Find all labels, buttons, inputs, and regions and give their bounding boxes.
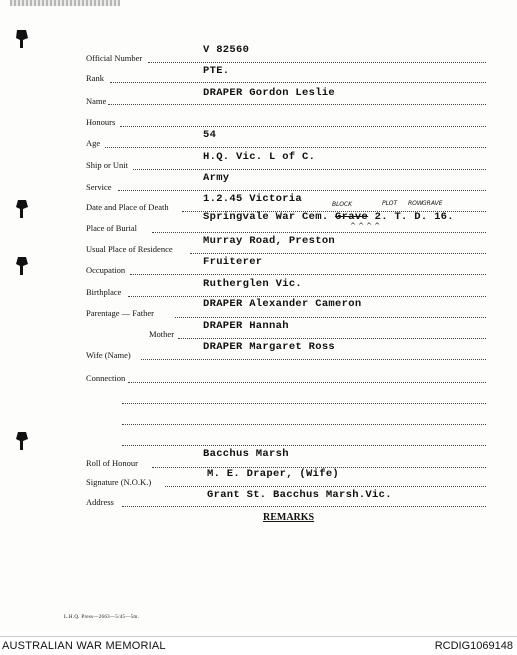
connection-line-4: [122, 445, 486, 446]
wife-value: DRAPER Margaret Ross: [203, 341, 336, 353]
official-number-value: V 82560: [203, 44, 250, 56]
unit-label: Ship or Unit: [86, 160, 129, 170]
binder-hole-icon: [14, 255, 30, 277]
handwritten-block: BLOCK: [332, 201, 353, 208]
burial-line: [152, 232, 486, 233]
age-line: [105, 147, 486, 148]
wife-label: Wife (Name): [86, 350, 131, 360]
connection-line-3: [122, 424, 486, 425]
connection-line-1: [128, 382, 486, 383]
mother-label: Mother: [149, 329, 175, 339]
name-value: DRAPER Gordon Leslie: [203, 87, 336, 99]
archive-footer: [0, 636, 517, 655]
official-number-label: Official Number: [86, 53, 143, 63]
rank-label: Rank: [86, 73, 104, 83]
burial-value: Springvale War Cem. Grave 2. T. D. 16.: [203, 211, 454, 223]
death-label: Date and Place of Death: [86, 202, 169, 212]
birthplace-label: Birthplace: [86, 287, 122, 297]
caret-marks: ^ ^ ^ ^: [350, 222, 381, 230]
roll-of-honour-label: Roll of Honour: [86, 458, 138, 468]
mother-line: [178, 338, 486, 339]
birthplace-value: Rutherglen Vic.: [203, 278, 303, 290]
father-label: Parentage — Father: [86, 308, 154, 318]
printer-imprint: L.H.Q. Press—2663—5/45—5m.: [64, 615, 140, 620]
connection-label: Connection: [86, 373, 126, 383]
signature-line: [165, 486, 486, 487]
residence-label: Usual Place of Residence: [86, 244, 173, 254]
occupation-label: Occupation: [86, 265, 126, 275]
address-label: Address: [86, 497, 114, 507]
address-value: Grant St. Bacchus Marsh.Vic.: [207, 489, 392, 501]
unit-line: [133, 169, 486, 170]
handwritten-plot: PLOT: [382, 200, 398, 207]
age-label: Age: [86, 138, 101, 148]
binder-hole-icon: [14, 198, 30, 220]
mother-value: DRAPER Hannah: [203, 320, 289, 332]
wife-line: [141, 359, 486, 360]
handwritten-row: ROW: [408, 200, 423, 207]
father-value: DRAPER Alexander Cameron: [203, 298, 362, 310]
father-line: [175, 317, 486, 318]
service-line: [118, 190, 486, 191]
address-line: [122, 506, 486, 507]
struck-word: Grave: [335, 211, 369, 223]
remarks-heading: REMARKS: [263, 512, 315, 523]
scan-edge-artifact: [10, 0, 120, 6]
rank-value: PTE.: [203, 65, 230, 77]
service-value: Army: [203, 172, 230, 184]
roll-of-honour-value: Bacchus Marsh: [203, 448, 289, 460]
handwritten-grave: GRAVE: [422, 200, 443, 207]
death-value: 1.2.45 Victoria: [203, 193, 303, 205]
birthplace-line: [128, 296, 486, 297]
official-number-line: [148, 62, 486, 63]
occupation-line: [130, 274, 486, 275]
residence-line: [190, 253, 486, 254]
age-value: 54: [203, 129, 217, 141]
honours-line: [120, 126, 486, 127]
burial-label: Place of Burial: [86, 223, 137, 233]
archive-id: RCDIG1069148: [434, 640, 513, 652]
honours-label: Honours: [86, 117, 116, 127]
signature-value: M. E. Draper, (Wife): [207, 468, 340, 480]
connection-line-2: [122, 403, 486, 404]
residence-value: Murray Road, Preston: [203, 235, 336, 247]
name-line: [108, 104, 486, 105]
signature-label: Signature (N.O.K.): [86, 477, 152, 487]
archive-name: AUSTRALIAN WAR MEMORIAL: [2, 640, 166, 652]
rank-line: [110, 82, 486, 83]
unit-value: H.Q. Vic. L of C.: [203, 151, 316, 163]
name-label: Name: [86, 96, 107, 106]
service-label: Service: [86, 182, 112, 192]
binder-hole-icon: [14, 430, 30, 452]
occupation-value: Fruiterer: [203, 256, 263, 268]
binder-hole-icon: [14, 28, 30, 50]
